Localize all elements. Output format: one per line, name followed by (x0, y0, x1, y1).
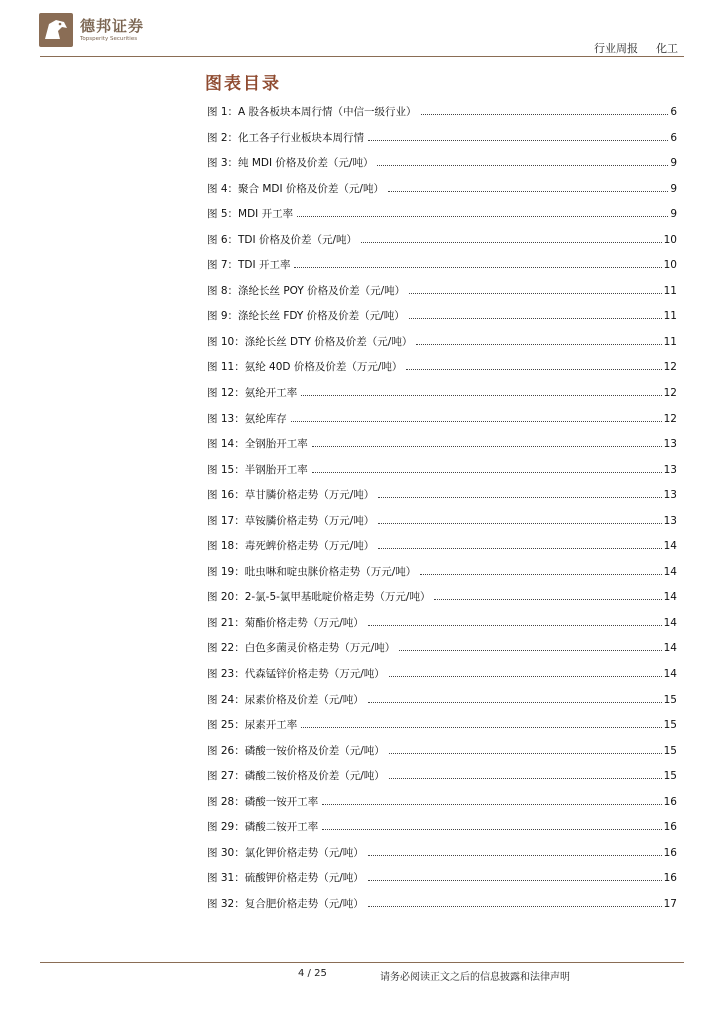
table-of-figures (207, 104, 677, 922)
report-type-label: 行业周报 (594, 42, 638, 55)
toc-dot-leader (361, 233, 662, 243)
toc-entry[interactable] (207, 564, 677, 590)
toc-entry[interactable] (207, 692, 677, 718)
toc-dot-leader (368, 131, 668, 141)
toc-dot-leader (388, 182, 668, 192)
toc-entry-label[interactable]: 图 20：2-氯-5-氯甲基吡啶价格走势（万元/吨） (207, 591, 431, 604)
toc-entry[interactable] (207, 385, 677, 411)
toc-entry-page[interactable]: 14 (663, 642, 677, 655)
toc-entry-page[interactable]: 13 (663, 489, 677, 502)
logo-mark-icon (38, 12, 74, 48)
toc-dot-leader (378, 514, 661, 524)
toc-entry-page[interactable]: 10 (663, 259, 677, 272)
toc-entry[interactable] (207, 411, 677, 437)
toc-entry[interactable] (207, 870, 677, 896)
page-number: 4 / 25 (298, 968, 327, 979)
toc-entry-label[interactable]: 图 13：氨纶库存 (207, 412, 287, 425)
toc-entry-page[interactable]: 16 (663, 821, 677, 834)
toc-dot-leader (378, 539, 661, 549)
toc-entry-page[interactable]: 16 (663, 795, 677, 808)
toc-entry[interactable] (207, 487, 677, 513)
toc-entry-page[interactable]: 14 (663, 668, 677, 681)
footer-divider (40, 962, 684, 963)
toc-entry-label[interactable]: 图 19：吡虫啉和啶虫脒价格走势（万元/吨） (207, 565, 417, 578)
toc-entry-page[interactable]: 15 (663, 719, 677, 732)
toc-dot-leader (322, 820, 661, 830)
toc-entry[interactable] (207, 334, 677, 360)
toc-entry-label[interactable]: 图 31：硫酸钾价格走势（元/吨） (207, 872, 364, 885)
toc-dot-leader (389, 769, 662, 779)
toc-entry[interactable] (207, 589, 677, 615)
toc-entry-page[interactable]: 14 (663, 565, 677, 578)
toc-dot-leader (294, 258, 661, 268)
toc-entry-label[interactable]: 图 30：氯化钾价格走势（元/吨） (207, 846, 364, 859)
toc-entry[interactable] (207, 743, 677, 769)
toc-dot-leader (406, 360, 661, 370)
toc-entry-page[interactable]: 15 (663, 744, 677, 757)
toc-entry-page[interactable]: 9 (670, 157, 677, 170)
toc-dot-leader (368, 897, 662, 907)
legal-disclaimer: 请务必阅读正文之后的信息披露和法律声明 (380, 972, 570, 983)
toc-entry-label[interactable]: 图 21：菊酯价格走势（万元/吨） (207, 616, 364, 629)
toc-entry[interactable] (207, 257, 677, 283)
toc-dot-leader (420, 565, 661, 575)
toc-entry-page[interactable]: 17 (663, 897, 677, 910)
toc-dot-leader (377, 156, 668, 166)
toc-entry[interactable] (207, 896, 677, 922)
toc-entry[interactable] (207, 666, 677, 692)
toc-entry-page[interactable]: 15 (663, 693, 677, 706)
toc-entry[interactable] (207, 819, 677, 845)
toc-entry-page[interactable]: 16 (663, 846, 677, 859)
toc-dot-leader (416, 335, 661, 345)
toc-entry-label[interactable]: 图 5：MDI 开工率 (207, 208, 294, 221)
toc-entry[interactable] (207, 794, 677, 820)
toc-entry[interactable] (207, 206, 677, 232)
toc-entry-page[interactable]: 6 (670, 106, 677, 118)
toc-entry-page[interactable]: 14 (663, 591, 677, 604)
toc-dot-leader (378, 488, 661, 498)
toc-dot-leader (409, 284, 661, 294)
toc-dot-leader (368, 616, 662, 626)
brand-name-en: Topsperity Securities (80, 36, 138, 42)
toc-entry[interactable] (207, 640, 677, 666)
toc-entry-page[interactable]: 13 (663, 463, 677, 476)
toc-entry-label[interactable]: 图 24：尿素价格及价差（元/吨） (207, 693, 364, 706)
toc-entry[interactable] (207, 513, 677, 539)
toc-entry[interactable] (207, 462, 677, 488)
toc-entry-page[interactable]: 15 (663, 770, 677, 783)
toc-entry-label[interactable]: 图 4：聚合 MDI 价格及价差（元/吨） (207, 182, 384, 195)
toc-dot-leader (368, 693, 662, 703)
toc-dot-leader (368, 846, 662, 856)
toc-entry-page[interactable]: 11 (663, 310, 677, 323)
toc-dot-leader (301, 718, 661, 728)
toc-entry-label[interactable]: 图 12：氨纶开工率 (207, 387, 298, 400)
page-header (0, 0, 724, 60)
toc-dot-leader (389, 744, 662, 754)
toc-entry-page[interactable]: 13 (663, 438, 677, 451)
toc-entry[interactable] (207, 538, 677, 564)
header-labels (594, 40, 678, 56)
toc-entry-page[interactable]: 14 (663, 540, 677, 553)
toc-entry-label[interactable]: 图 10：涤纶长丝 DTY 价格及价差（元/吨） (207, 335, 413, 348)
toc-entry-label[interactable]: 图 3：纯 MDI 价格及价差（元/吨） (207, 157, 374, 170)
toc-dot-leader (312, 437, 662, 447)
toc-entry[interactable] (207, 130, 677, 156)
toc-entry-label[interactable]: 图 28：磷酸一铵开工率 (207, 795, 319, 808)
toc-entry-label[interactable]: 图 7：TDI 开工率 (207, 259, 291, 272)
toc-entry[interactable] (207, 104, 677, 130)
toc-entry-label[interactable]: 图 9：涤纶长丝 FDY 价格及价差（元/吨） (207, 310, 405, 323)
toc-dot-leader (434, 590, 661, 600)
toc-dot-leader (421, 105, 669, 115)
toc-dot-leader (399, 641, 661, 651)
toc-entry[interactable] (207, 717, 677, 743)
toc-entry-page[interactable]: 12 (663, 412, 677, 425)
toc-entry-label[interactable]: 图 16：草甘膦价格走势（万元/吨） (207, 489, 375, 502)
toc-entry-label[interactable]: 图 18：毒死蜱价格走势（万元/吨） (207, 540, 375, 553)
toc-entry-page[interactable]: 11 (663, 284, 677, 297)
header-divider (40, 56, 684, 57)
toc-entry[interactable] (207, 615, 677, 641)
toc-dot-leader (297, 207, 668, 217)
toc-entry-page[interactable]: 14 (663, 616, 677, 629)
toc-entry-label[interactable]: 图 11：氨纶 40D 价格及价差（万元/吨） (207, 361, 403, 374)
industry-label: 化工 (656, 42, 678, 55)
toc-entry-label[interactable]: 图 15：半钢胎开工率 (207, 463, 308, 476)
toc-title: 图表目录 (205, 74, 281, 94)
toc-dot-leader (291, 412, 662, 422)
toc-entry-label[interactable]: 图 25：尿素开工率 (207, 719, 298, 732)
toc-entry[interactable] (207, 436, 677, 462)
toc-entry-page[interactable]: 6 (670, 131, 677, 144)
toc-entry-page[interactable]: 12 (663, 361, 677, 374)
toc-entry-page[interactable]: 13 (663, 514, 677, 527)
toc-dot-leader (322, 795, 661, 805)
toc-entry[interactable] (207, 768, 677, 794)
toc-entry[interactable] (207, 232, 677, 258)
toc-entry[interactable] (207, 283, 677, 309)
toc-entry-label[interactable]: 图 2：化工各子行业板块本周行情 (207, 131, 365, 144)
toc-dot-leader (301, 386, 661, 396)
toc-entry-label[interactable]: 图 26：磷酸一铵价格及价差（元/吨） (207, 744, 385, 757)
toc-dot-leader (409, 309, 662, 319)
toc-entry[interactable] (207, 845, 677, 871)
toc-entry-page[interactable]: 16 (663, 872, 677, 885)
toc-dot-leader (312, 463, 662, 473)
toc-entry-label[interactable]: 图 32：复合肥价格走势（元/吨） (207, 897, 364, 910)
toc-entry-page[interactable]: 11 (663, 335, 677, 348)
toc-entry-page[interactable]: 12 (663, 387, 677, 400)
toc-entry-label[interactable]: 图 27：磷酸二铵价格及价差（元/吨） (207, 770, 385, 783)
toc-entry-label[interactable]: 图 6：TDI 价格及价差（元/吨） (207, 233, 357, 246)
toc-dot-leader (389, 667, 662, 677)
toc-entry[interactable] (207, 181, 677, 207)
toc-entry-label[interactable]: 图 17：草铵膦价格走势（万元/吨） (207, 514, 375, 527)
toc-entry-label[interactable]: 图 8：涤纶长丝 POY 价格及价差（元/吨） (207, 284, 406, 297)
toc-entry-page[interactable]: 9 (670, 208, 677, 221)
company-logo (38, 12, 178, 48)
toc-dot-leader (368, 871, 662, 881)
toc-entry-page[interactable]: 9 (670, 182, 677, 195)
toc-entry[interactable] (207, 308, 677, 334)
toc-entry[interactable] (207, 155, 677, 181)
toc-entry-label[interactable]: 图 22：白色多菌灵价格走势（万元/吨） (207, 642, 396, 655)
toc-entry[interactable] (207, 359, 677, 385)
toc-entry-label[interactable]: 图 23：代森锰锌价格走势（万元/吨） (207, 668, 385, 681)
toc-entry-page[interactable]: 10 (663, 233, 677, 246)
brand-name-cn: 德邦证券 (80, 17, 145, 35)
toc-entry-label[interactable]: 图 14：全钢胎开工率 (207, 438, 308, 451)
toc-entry-label[interactable]: 图 1：A 股各板块本周行情（中信一级行业） (207, 106, 417, 118)
toc-entry-label[interactable]: 图 29：磷酸二铵开工率 (207, 821, 319, 834)
